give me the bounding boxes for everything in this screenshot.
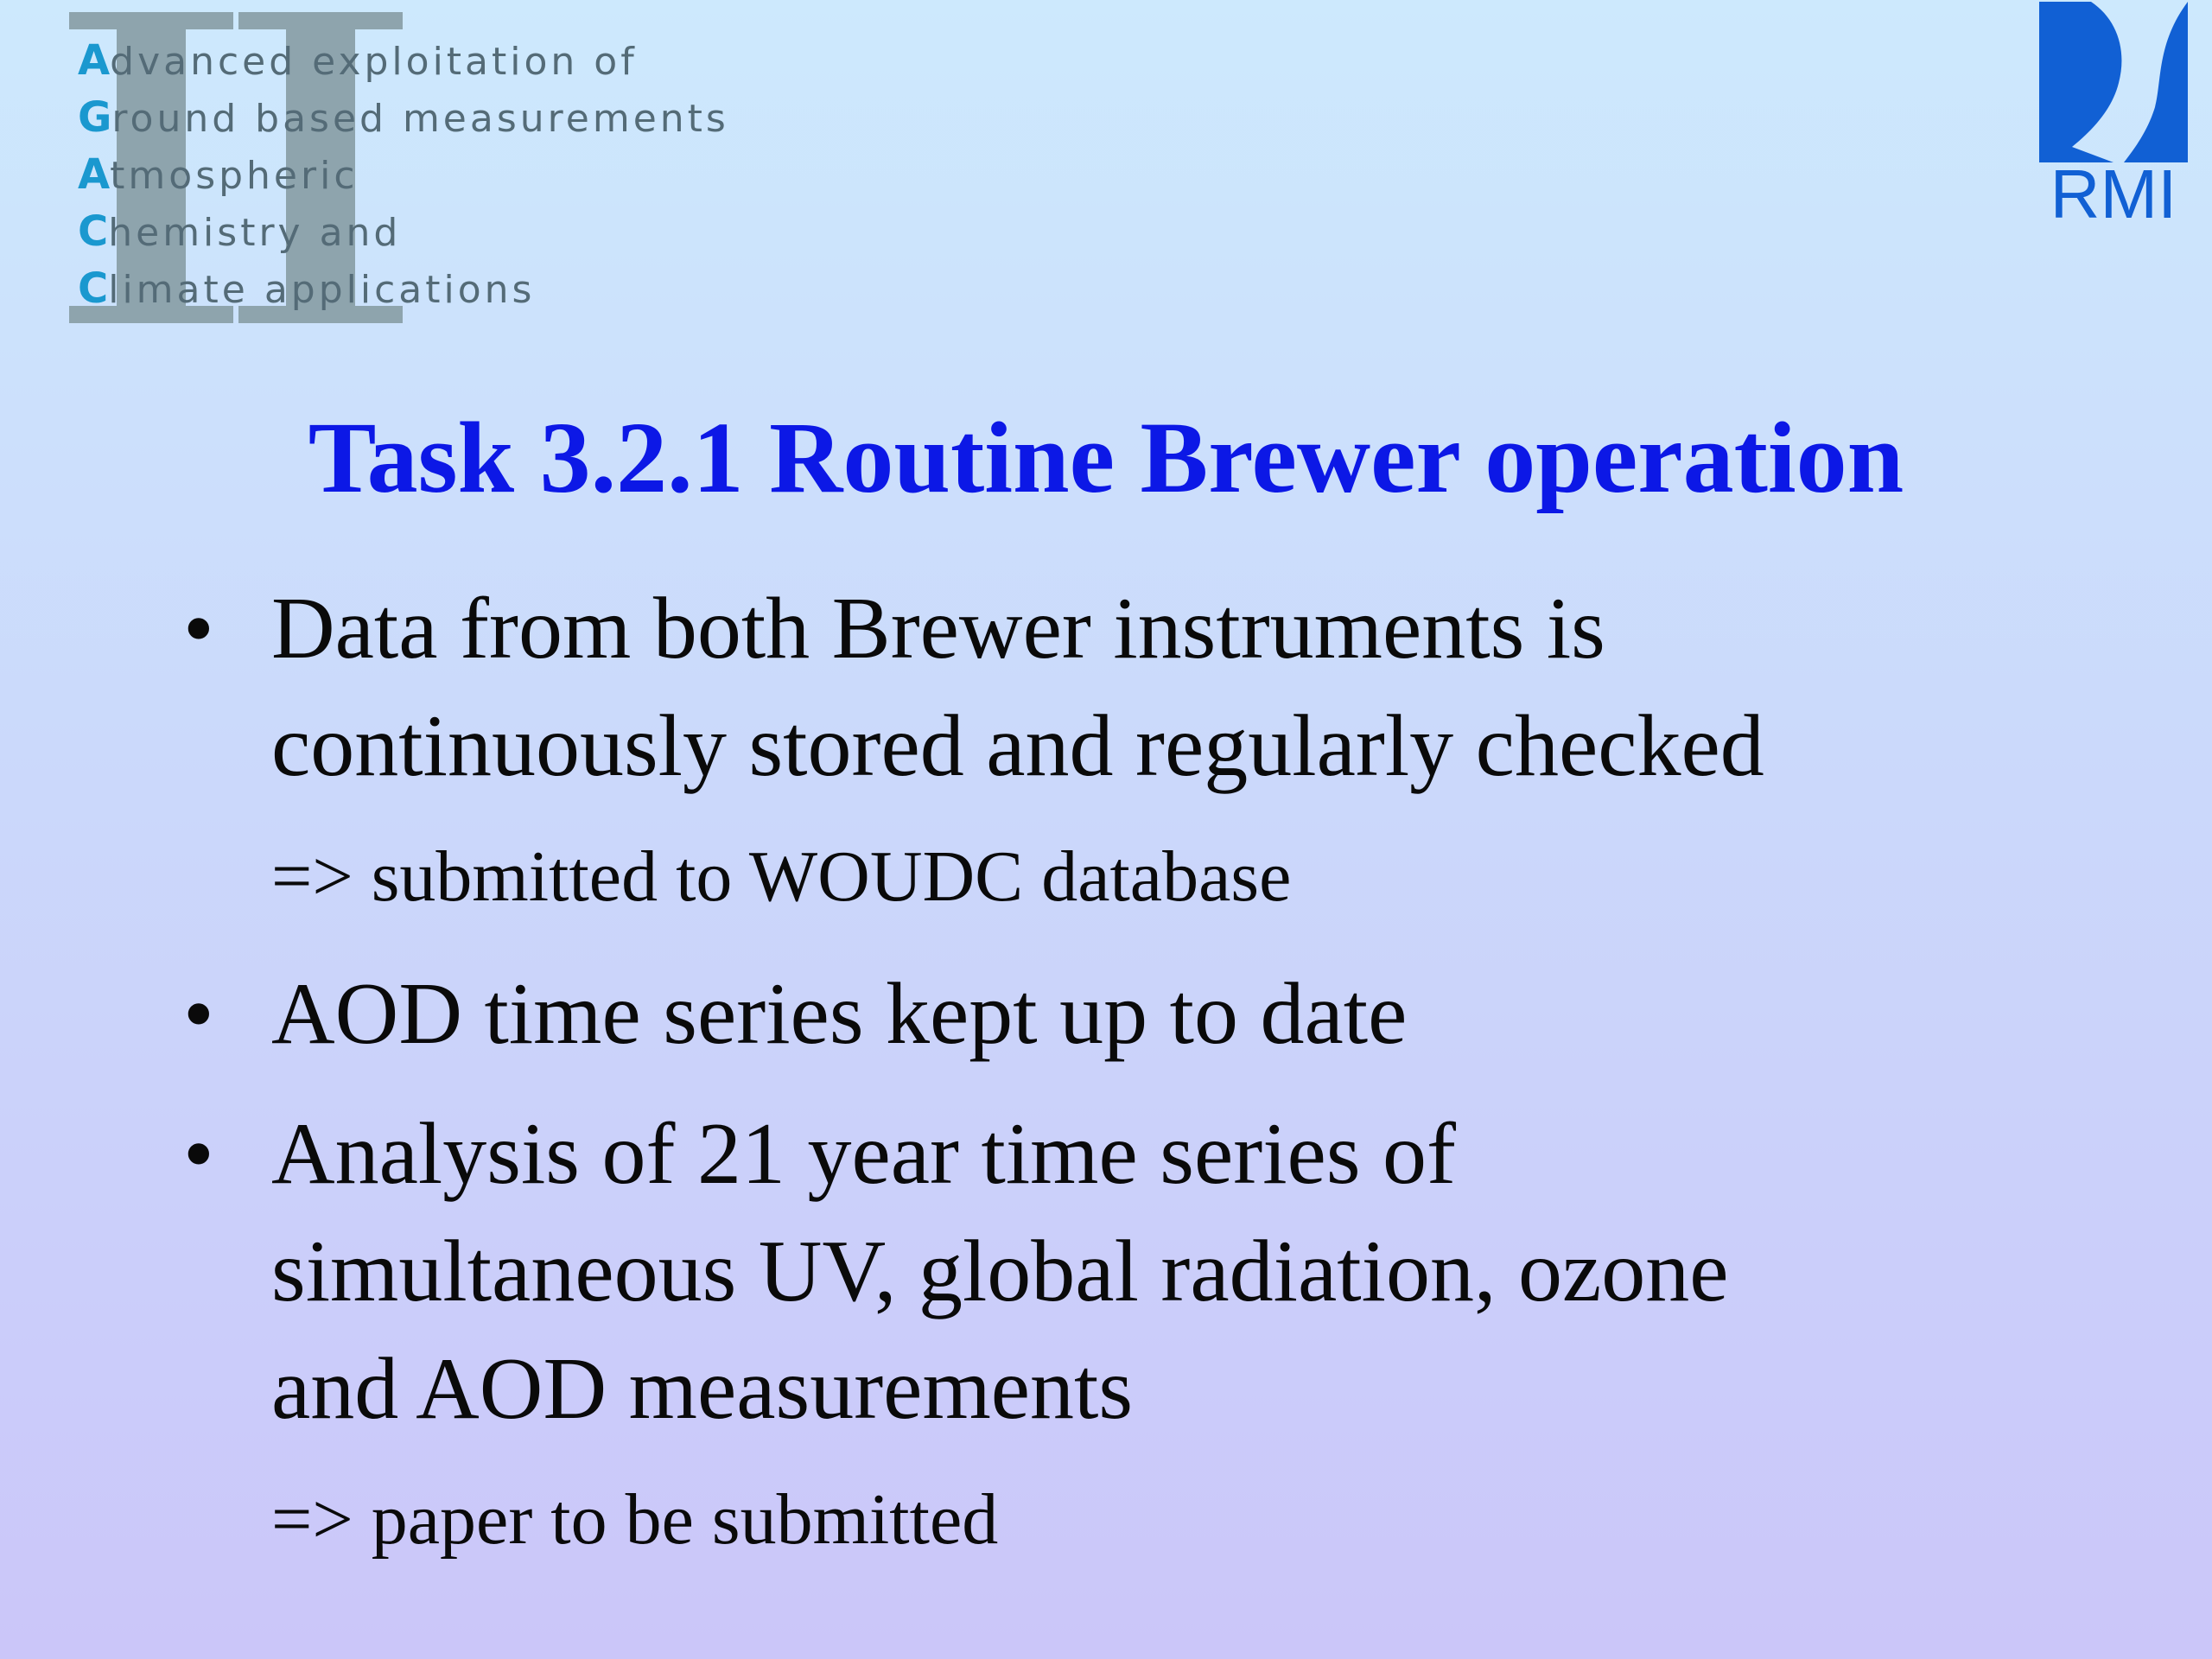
bullet-line: Analysis of 21 year time series of — [271, 1105, 1456, 1203]
bullet-text — [271, 570, 2129, 805]
bullet-marker: • — [183, 1105, 214, 1203]
bullet-line: simultaneous UV, global radiation, ozone — [271, 1223, 1729, 1320]
bullet-sub-note: => paper to be submitted — [271, 1479, 999, 1560]
logo-initial: A — [78, 36, 111, 85]
rmi-logo-mark — [2039, 2, 2121, 162]
logo-line-rest: hemistry and — [108, 211, 402, 255]
logo-line — [78, 90, 729, 147]
logo-initial: G — [78, 93, 112, 142]
bullet-text — [271, 956, 2129, 1073]
rmi-logo — [2027, 0, 2200, 226]
logo-line-rest: round based measurements — [111, 97, 729, 141]
logo-line — [78, 204, 729, 261]
bullet-line: Data from both Brewer instruments is — [271, 580, 1605, 677]
logo-line-rest: tmospheric — [110, 154, 359, 198]
agacc-logo — [69, 12, 729, 323]
logo-initial: C — [78, 264, 109, 313]
logo-initial: C — [78, 207, 109, 256]
bullet-sub-note: => submitted to WOUDC database — [271, 836, 1292, 917]
logo-initial: A — [78, 150, 111, 199]
rmi-logo-text: RMI — [2050, 156, 2177, 226]
bullet-marker: • — [183, 965, 214, 1063]
logo-line — [78, 261, 729, 318]
bullet-line: continuously stored and regularly checked — [271, 697, 1764, 795]
logo-line-rest: dvanced exploitation of — [110, 40, 638, 84]
logo-line — [78, 147, 729, 204]
slide-title: Task 3.2.1 Routine Brewer operation — [308, 401, 1904, 514]
logo-text-lines — [78, 33, 729, 318]
rmi-logo-mark — [2124, 2, 2188, 162]
bullet-line: AOD time series kept up to date — [271, 965, 1408, 1063]
bullet-marker: • — [183, 580, 214, 677]
logo-line — [78, 33, 729, 90]
bullet-text — [271, 1096, 2129, 1448]
logo-line-rest: limate applications — [108, 268, 536, 312]
bullet-line: and AOD measurements — [271, 1340, 1134, 1438]
